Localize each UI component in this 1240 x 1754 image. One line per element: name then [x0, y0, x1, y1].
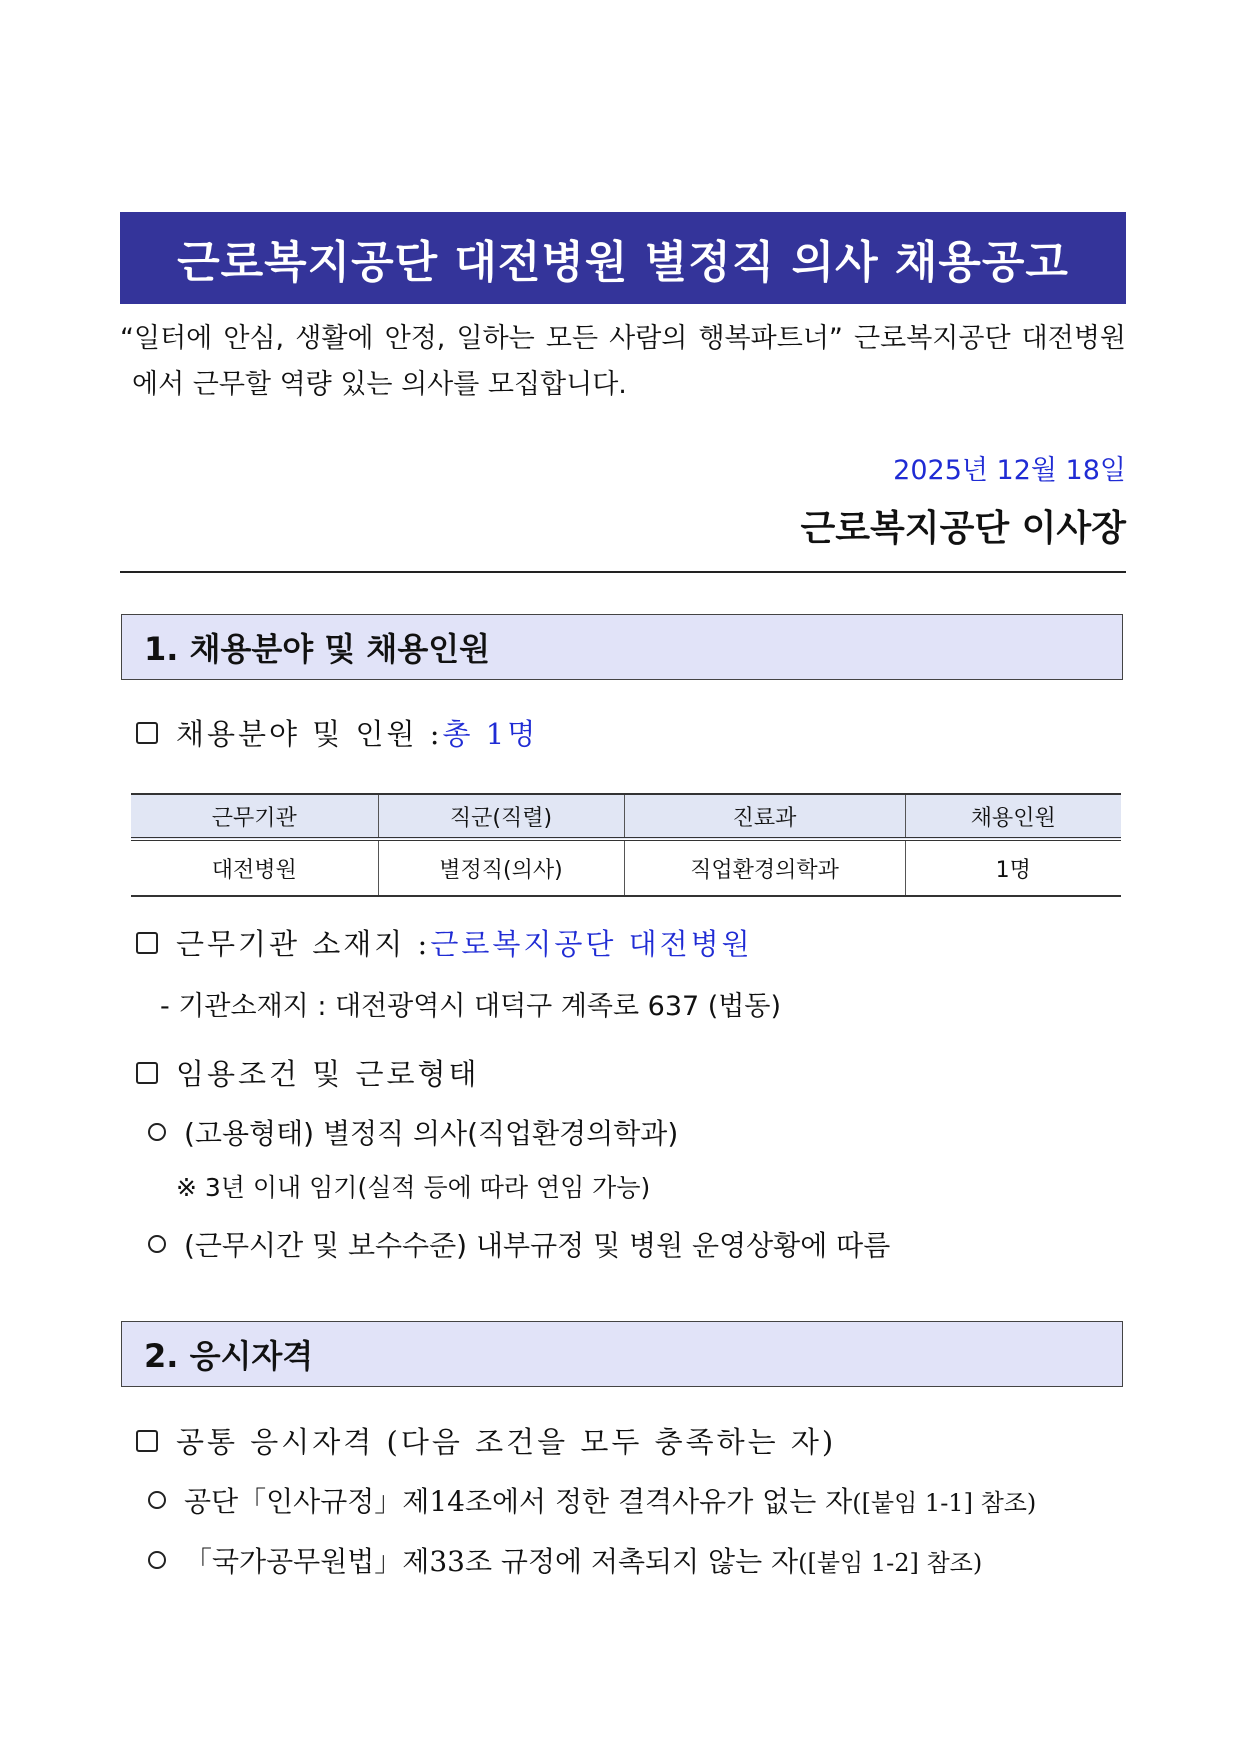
- divider: [120, 571, 1126, 573]
- section-1-heading: 1. 채용분야 및 채용인원: [121, 614, 1123, 680]
- field-line: [136, 712, 538, 753]
- table-header-row: [131, 794, 1121, 839]
- common-qualification-line: [136, 1420, 836, 1461]
- address-line: - 기관소재지 : 대전광역시 대덕구 계족로 637 (법동): [160, 991, 781, 1022]
- checkbox-square-icon: [136, 932, 158, 954]
- intro-paragraph: [120, 316, 1126, 408]
- intro-line-1: “일터에 안심, 생활에 안정, 일하는 모든 사람의 행복파트너” 근로복지공단 대전병원: [120, 323, 1126, 354]
- table-header: 진료과: [624, 794, 905, 839]
- circle-bullet-icon: [148, 1491, 166, 1509]
- announcement-date: 2025년 12월 18일: [893, 455, 1126, 486]
- circle-bullet-icon: [148, 1551, 166, 1569]
- qualification-item-2: [148, 1540, 982, 1580]
- work-hours: (근무시간 및 보수수준) 내부규정 및 병원 운영상황에 따름: [184, 1229, 891, 1262]
- field-value: 총 1명: [442, 717, 539, 751]
- checkbox-square-icon: [136, 1430, 158, 1452]
- table-header: 근무기관: [131, 794, 378, 839]
- employment-type-line: [148, 1112, 678, 1152]
- conditions-label: 임용조건 및 근로형태: [176, 1057, 480, 1091]
- table-cell: 대전병원: [131, 839, 378, 896]
- table-row: [131, 839, 1121, 896]
- table-cell: 직업환경의학과: [624, 839, 905, 896]
- employment-type: (고용형태) 별정직 의사(직업환경의학과): [184, 1117, 679, 1150]
- intro-line-2: 에서 근무할 역량 있는 의사를 모집합니다.: [132, 369, 627, 400]
- table-header: 직군(직렬): [378, 794, 624, 839]
- field-label: 채용분야 및 인원 :: [176, 717, 443, 751]
- conditions-line: [136, 1052, 480, 1093]
- qualification-item-1-text: 공단「인사규정」제14조에서 정한 결격사유가 없는 자: [184, 1485, 853, 1518]
- table-cell: 별정직(의사): [378, 839, 624, 896]
- location-value: 근로복지공단 대전병원: [430, 927, 753, 961]
- section-2-heading: 2. 응시자격: [121, 1321, 1123, 1387]
- qualification-item-1-ref: ([붙임 1-1] 참조): [852, 1488, 1037, 1517]
- common-qualification-label: 공통 응시자격 (다음 조건을 모두 충족하는 자): [176, 1425, 837, 1459]
- signer: 근로복지공단 이사장: [800, 508, 1126, 549]
- checkbox-square-icon: [136, 1062, 158, 1084]
- location-line: [136, 922, 753, 963]
- circle-bullet-icon: [148, 1235, 166, 1253]
- checkbox-square-icon: [136, 722, 158, 744]
- circle-bullet-icon: [148, 1123, 166, 1141]
- table-cell: 1명: [905, 839, 1121, 896]
- term-note: ※ 3년 이내 임기(실적 등에 따라 연임 가능): [176, 1173, 651, 1202]
- work-hours-line: [148, 1224, 890, 1264]
- location-label: 근무기관 소재지 :: [176, 927, 431, 961]
- recruit-table: [131, 793, 1121, 897]
- qualification-item-2-text: 「국가공무원법」제33조 규정에 저촉되지 않는 자: [184, 1545, 799, 1578]
- page-title: 근로복지공단 대전병원 별정직 의사 채용공고: [120, 212, 1126, 304]
- qualification-item-1: [148, 1480, 1036, 1520]
- qualification-item-2-ref: ([붙임 1-2] 참조): [798, 1548, 983, 1577]
- table-header: 채용인원: [905, 794, 1121, 839]
